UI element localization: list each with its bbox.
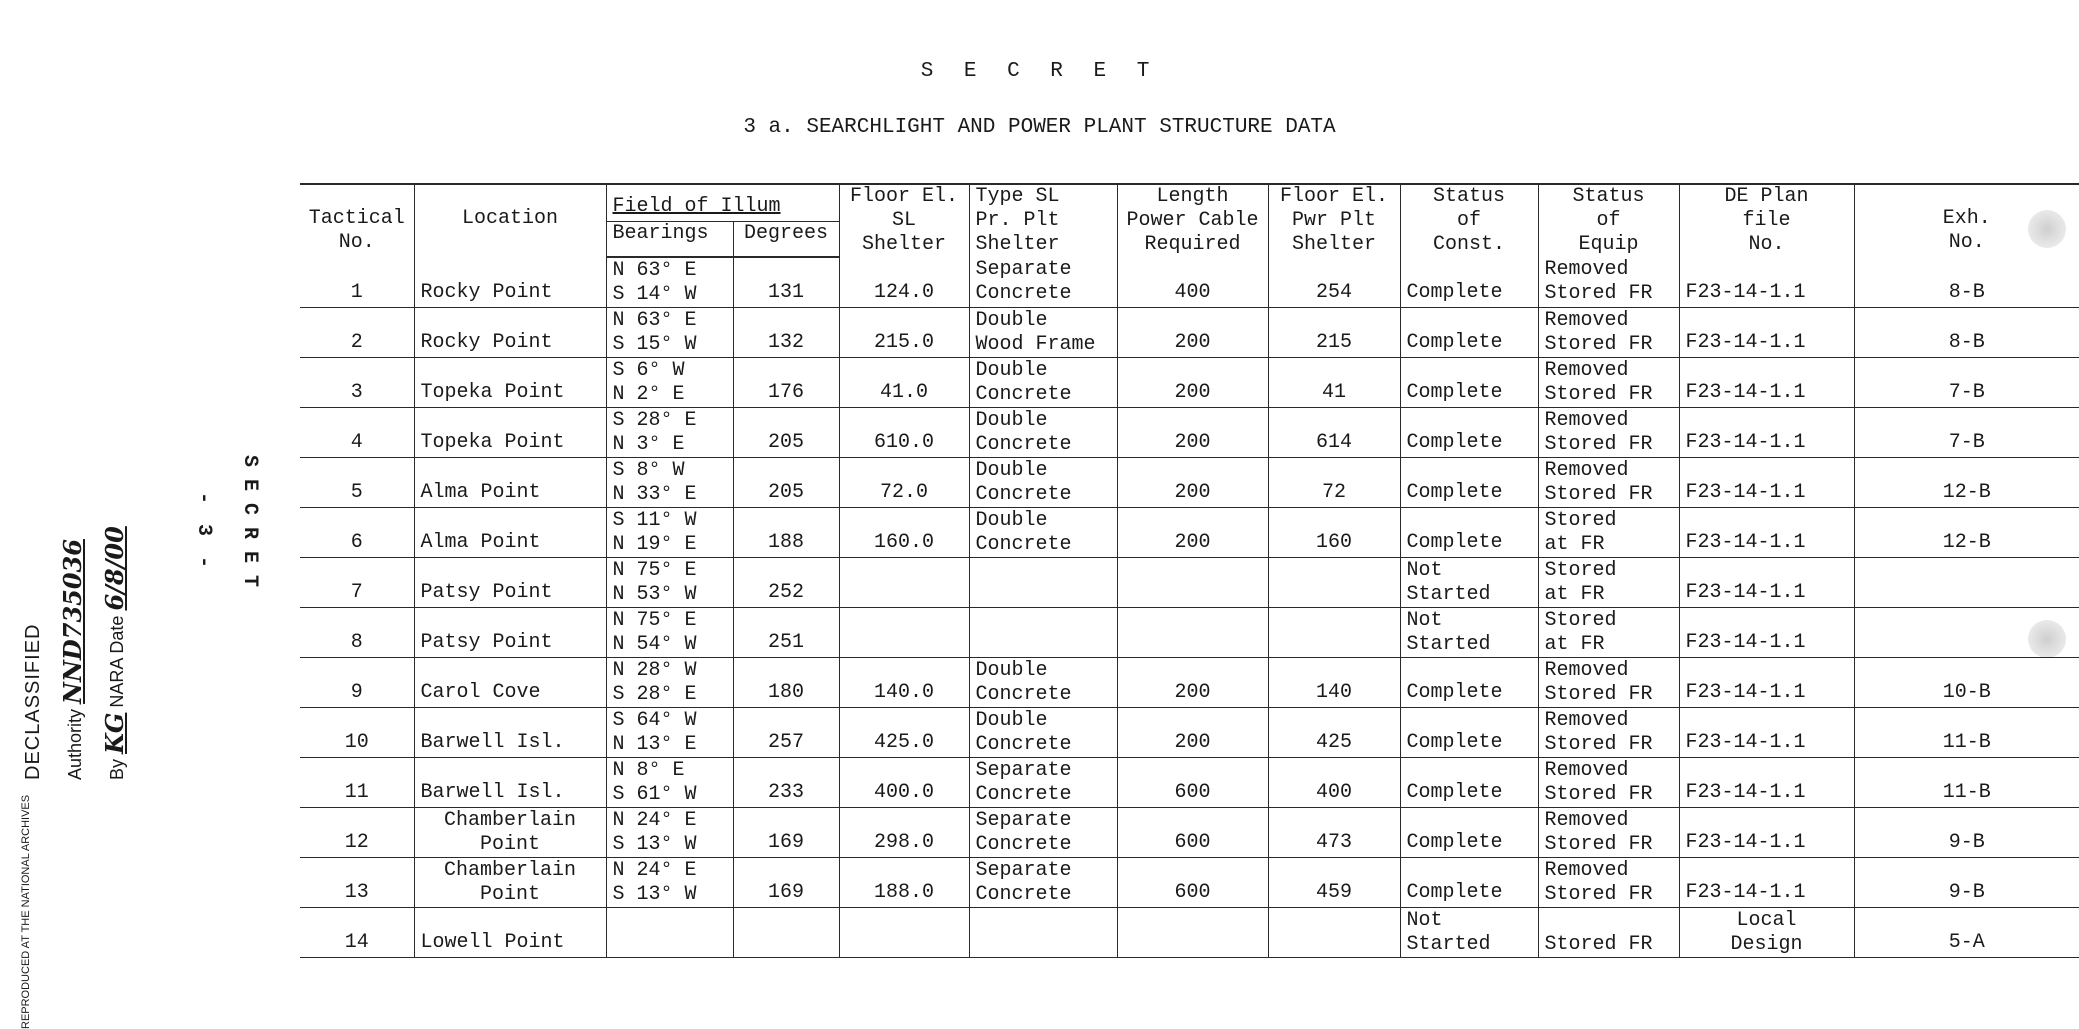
cell-floor-el-sl: 610.0 [839, 408, 969, 458]
cell-location: Patsy Point [414, 608, 606, 658]
cell-de-plan: F23-14-1.1 [1679, 358, 1854, 408]
stamp-declassified: DECLASSIFIED [22, 623, 44, 780]
cell-location: Topeka Point [414, 408, 606, 458]
cell-location: Chamberlain Point [414, 858, 606, 908]
cell-status-const: Complete [1400, 708, 1538, 758]
cell-degrees: 188 [733, 508, 839, 558]
table-row [300, 708, 2079, 758]
header-status-equip: Status of Equip [1538, 184, 1679, 257]
cell-degrees: 205 [733, 408, 839, 458]
cell-floor-el-pwr: 425 [1268, 708, 1400, 758]
side-classification: SECRET [238, 455, 261, 600]
cell-floor-el-sl [839, 558, 969, 608]
cell-length-cable: 200 [1117, 408, 1268, 458]
cell-exh-no: 7-B [1854, 408, 2079, 458]
cell-tactical-no: 13 [300, 858, 414, 908]
cell-status-const: Complete [1400, 758, 1538, 808]
cell-location: Rocky Point [414, 257, 606, 308]
cell-status-equip: Removed Stored FR [1538, 458, 1679, 508]
cell-bearings: N 63° E S 14° W [606, 257, 733, 308]
cell-length-cable: 200 [1117, 308, 1268, 358]
cell-status-equip: Removed Stored FR [1538, 858, 1679, 908]
stamp-nara-label: NARA Date [107, 615, 127, 708]
cell-location: Alma Point [414, 458, 606, 508]
cell-type-sl: Double Wood Frame [969, 308, 1117, 358]
cell-degrees: 252 [733, 558, 839, 608]
cell-floor-el-pwr: 215 [1268, 308, 1400, 358]
cell-location: Carol Cove [414, 658, 606, 708]
cell-status-const: Complete [1400, 658, 1538, 708]
cell-location: Lowell Point [414, 908, 606, 958]
table-row [300, 908, 2079, 958]
cell-status-equip: Removed Stored FR [1538, 358, 1679, 408]
cell-degrees: 169 [733, 858, 839, 908]
classification-header: S E C R E T [920, 60, 1159, 83]
stamp-authority [58, 539, 87, 780]
cell-degrees [733, 908, 839, 958]
cell-de-plan: F23-14-1.1 [1679, 808, 1854, 858]
cell-type-sl [969, 908, 1117, 958]
table-row [300, 408, 2079, 458]
cell-tactical-no: 11 [300, 758, 414, 808]
cell-tactical-no: 3 [300, 358, 414, 408]
cell-de-plan: F23-14-1.1 [1679, 608, 1854, 658]
cell-floor-el-sl: 160.0 [839, 508, 969, 558]
table-header-row [300, 184, 2079, 222]
stamp-authority-value: NND735036 [58, 539, 87, 704]
page-marker: - 3 - [192, 492, 215, 573]
cell-type-sl: Separate Concrete [969, 858, 1117, 908]
cell-status-equip: Stored at FR [1538, 608, 1679, 658]
cell-status-const: Complete [1400, 257, 1538, 308]
header-floor-el-sl: Floor El. SL Shelter [839, 184, 969, 257]
cell-length-cable: 200 [1117, 508, 1268, 558]
cell-floor-el-sl [839, 608, 969, 658]
header-degrees: Degrees [733, 222, 839, 257]
cell-floor-el-pwr [1268, 558, 1400, 608]
cell-exh-no: 5-A [1854, 908, 2079, 958]
cell-floor-el-sl: 215.0 [839, 308, 969, 358]
cell-length-cable: 600 [1117, 758, 1268, 808]
cell-exh-no: 10-B [1854, 658, 2079, 708]
cell-length-cable: 400 [1117, 257, 1268, 308]
table-row [300, 758, 2079, 808]
declassified-stamp [8, 490, 143, 780]
table-row [300, 658, 2079, 708]
cell-status-equip: Stored at FR [1538, 508, 1679, 558]
table-body [300, 257, 2079, 958]
cell-de-plan: F23-14-1.1 [1679, 858, 1854, 908]
cell-type-sl [969, 608, 1117, 658]
cell-tactical-no: 8 [300, 608, 414, 658]
cell-exh-no: 11-B [1854, 708, 2079, 758]
cell-status-equip: Removed Stored FR [1538, 708, 1679, 758]
cell-status-equip: Stored at FR [1538, 558, 1679, 608]
cell-exh-no: 7-B [1854, 358, 2079, 408]
cell-length-cable [1117, 558, 1268, 608]
cell-bearings: N 24° E S 13° W [606, 808, 733, 858]
cell-location: Barwell Isl. [414, 708, 606, 758]
header-location: Location [414, 184, 606, 257]
header-de-plan: DE Plan file No. [1679, 184, 1854, 257]
cell-type-sl: Double Concrete [969, 658, 1117, 708]
cell-type-sl [969, 558, 1117, 608]
cell-status-equip: Removed Stored FR [1538, 808, 1679, 858]
cell-de-plan: F23-14-1.1 [1679, 558, 1854, 608]
cell-location: Barwell Isl. [414, 758, 606, 808]
cell-floor-el-pwr: 140 [1268, 658, 1400, 708]
header-bearings: Bearings [606, 222, 733, 257]
cell-status-equip: Removed Stored FR [1538, 758, 1679, 808]
cell-status-const: Complete [1400, 308, 1538, 358]
cell-degrees: 176 [733, 358, 839, 408]
cell-length-cable: 200 [1117, 658, 1268, 708]
cell-floor-el-pwr: 160 [1268, 508, 1400, 558]
table-row [300, 608, 2079, 658]
cell-degrees: 233 [733, 758, 839, 808]
cell-tactical-no: 4 [300, 408, 414, 458]
header-length-cable: Length Power Cable Required [1117, 184, 1268, 257]
table-row [300, 808, 2079, 858]
table-row [300, 508, 2079, 558]
cell-exh-no [1854, 558, 2079, 608]
cell-floor-el-pwr [1268, 608, 1400, 658]
cell-type-sl: Double Concrete [969, 458, 1117, 508]
cell-type-sl: Separate Concrete [969, 257, 1117, 308]
cell-bearings: S 28° E N 3° E [606, 408, 733, 458]
cell-status-const: Not Started [1400, 608, 1538, 658]
cell-floor-el-sl: 298.0 [839, 808, 969, 858]
archives-note: REPRODUCED AT THE NATIONAL ARCHIVES [20, 794, 32, 1029]
cell-exh-no: 8-B [1854, 308, 2079, 358]
cell-status-equip: Removed Stored FR [1538, 658, 1679, 708]
cell-floor-el-sl: 400.0 [839, 758, 969, 808]
cell-exh-no [1854, 608, 2079, 658]
cell-de-plan: F23-14-1.1 [1679, 458, 1854, 508]
structure-data-table [300, 183, 2079, 958]
cell-exh-no: 12-B [1854, 508, 2079, 558]
cell-status-equip: Removed Stored FR [1538, 308, 1679, 358]
cell-location: Alma Point [414, 508, 606, 558]
cell-location: Patsy Point [414, 558, 606, 608]
cell-exh-no: 8-B [1854, 257, 2079, 308]
cell-de-plan: F23-14-1.1 [1679, 408, 1854, 458]
header-field-of-illum: Field of Illum [606, 184, 839, 222]
cell-floor-el-sl: 425.0 [839, 708, 969, 758]
header-floor-el-pwr: Floor El. Pwr Plt Shelter [1268, 184, 1400, 257]
header-status-const: Status of Const. [1400, 184, 1538, 257]
table-row [300, 308, 2079, 358]
cell-floor-el-sl: 41.0 [839, 358, 969, 408]
cell-type-sl: Double Concrete [969, 508, 1117, 558]
cell-degrees: 257 [733, 708, 839, 758]
cell-status-equip: Removed Stored FR [1538, 257, 1679, 308]
cell-status-const: Complete [1400, 858, 1538, 908]
cell-bearings: N 75° E N 54° W [606, 608, 733, 658]
stamp-by [100, 526, 129, 780]
stamp-by-value: KG [100, 712, 129, 754]
cell-length-cable: 200 [1117, 458, 1268, 508]
cell-tactical-no: 10 [300, 708, 414, 758]
cell-floor-el-pwr: 41 [1268, 358, 1400, 408]
cell-tactical-no: 5 [300, 458, 414, 508]
cell-bearings: N 75° E N 53° W [606, 558, 733, 608]
cell-degrees: 251 [733, 608, 839, 658]
cell-tactical-no: 7 [300, 558, 414, 608]
cell-tactical-no: 12 [300, 808, 414, 858]
cell-degrees: 131 [733, 257, 839, 308]
table-row [300, 858, 2079, 908]
cell-bearings: S 11° W N 19° E [606, 508, 733, 558]
cell-floor-el-sl: 140.0 [839, 658, 969, 708]
cell-type-sl: Double Concrete [969, 408, 1117, 458]
cell-exh-no: 9-B [1854, 858, 2079, 908]
cell-degrees: 169 [733, 808, 839, 858]
cell-length-cable [1117, 608, 1268, 658]
table-row [300, 257, 2079, 308]
cell-de-plan: F23-14-1.1 [1679, 708, 1854, 758]
cell-status-const: Complete [1400, 508, 1538, 558]
cell-bearings: S 8° W N 33° E [606, 458, 733, 508]
cell-exh-no: 11-B [1854, 758, 2079, 808]
cell-bearings [606, 908, 733, 958]
cell-de-plan: F23-14-1.1 [1679, 308, 1854, 358]
cell-de-plan: Local Design [1679, 908, 1854, 958]
cell-bearings: N 28° W S 28° E [606, 658, 733, 708]
cell-de-plan: F23-14-1.1 [1679, 257, 1854, 308]
cell-floor-el-pwr: 254 [1268, 257, 1400, 308]
table-row [300, 558, 2079, 608]
cell-floor-el-sl: 124.0 [839, 257, 969, 308]
cell-type-sl: Separate Concrete [969, 808, 1117, 858]
cell-de-plan: F23-14-1.1 [1679, 658, 1854, 708]
cell-type-sl: Double Concrete [969, 358, 1117, 408]
cell-status-const: Complete [1400, 808, 1538, 858]
cell-de-plan: F23-14-1.1 [1679, 758, 1854, 808]
cell-degrees: 132 [733, 308, 839, 358]
header-exh-no: Exh. No. [1854, 184, 2079, 257]
cell-length-cable: 200 [1117, 358, 1268, 408]
cell-bearings: S 64° W N 13° E [606, 708, 733, 758]
cell-tactical-no: 14 [300, 908, 414, 958]
cell-location: Chamberlain Point [414, 808, 606, 858]
document-title: 3 a. SEARCHLIGHT AND POWER PLANT STRUCTURE DATA [743, 116, 1336, 139]
cell-tactical-no: 9 [300, 658, 414, 708]
cell-floor-el-pwr: 614 [1268, 408, 1400, 458]
cell-type-sl: Separate Concrete [969, 758, 1117, 808]
cell-bearings: S 6° W N 2° E [606, 358, 733, 408]
cell-bearings: N 63° E S 15° W [606, 308, 733, 358]
cell-status-const: Complete [1400, 358, 1538, 408]
cell-floor-el-pwr: 400 [1268, 758, 1400, 808]
cell-status-const: Complete [1400, 458, 1538, 508]
cell-de-plan: F23-14-1.1 [1679, 508, 1854, 558]
cell-floor-el-pwr [1268, 908, 1400, 958]
cell-floor-el-sl: 72.0 [839, 458, 969, 508]
stamp-authority-label: Authority [65, 708, 85, 780]
cell-status-const: Complete [1400, 408, 1538, 458]
cell-tactical-no: 6 [300, 508, 414, 558]
cell-bearings: N 24° E S 13° W [606, 858, 733, 908]
stamp-date-value: 6/8/00 [100, 526, 129, 611]
cell-degrees: 180 [733, 658, 839, 708]
table-row [300, 458, 2079, 508]
cell-status-equip: Stored FR [1538, 908, 1679, 958]
cell-floor-el-sl [839, 908, 969, 958]
cell-floor-el-pwr: 72 [1268, 458, 1400, 508]
cell-tactical-no: 2 [300, 308, 414, 358]
cell-degrees: 205 [733, 458, 839, 508]
cell-length-cable: 600 [1117, 808, 1268, 858]
cell-status-equip: Removed Stored FR [1538, 408, 1679, 458]
cell-type-sl: Double Concrete [969, 708, 1117, 758]
cell-length-cable: 200 [1117, 708, 1268, 758]
cell-bearings: N 8° E S 61° W [606, 758, 733, 808]
header-tactical-no: Tactical No. [300, 184, 414, 257]
cell-status-const: Not Started [1400, 558, 1538, 608]
cell-status-const: Not Started [1400, 908, 1538, 958]
cell-exh-no: 12-B [1854, 458, 2079, 508]
cell-location: Topeka Point [414, 358, 606, 408]
cell-floor-el-sl: 188.0 [839, 858, 969, 908]
stamp-by-label: By [107, 758, 127, 780]
cell-length-cable: 600 [1117, 858, 1268, 908]
cell-location: Rocky Point [414, 308, 606, 358]
cell-length-cable [1117, 908, 1268, 958]
table-row [300, 358, 2079, 408]
cell-floor-el-pwr: 459 [1268, 858, 1400, 908]
cell-floor-el-pwr: 473 [1268, 808, 1400, 858]
cell-tactical-no: 1 [300, 257, 414, 308]
cell-exh-no: 9-B [1854, 808, 2079, 858]
header-type-sl: Type SL Pr. Plt Shelter [969, 184, 1117, 257]
